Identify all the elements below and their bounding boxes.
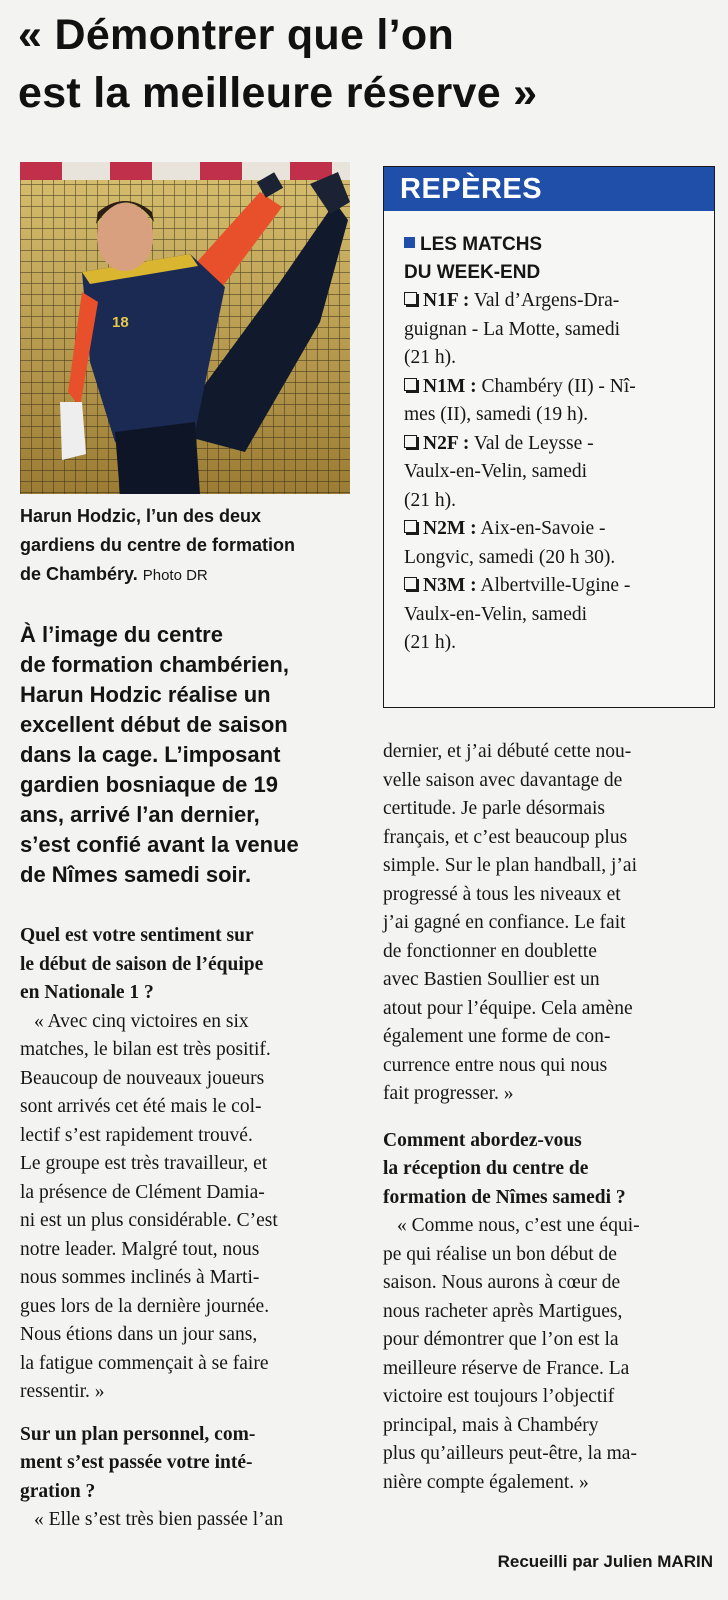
answer-line: Le groupe est très travailleur, et	[20, 1153, 268, 1174]
answer-2-continued	[383, 738, 713, 1109]
goalkeeper-illustration	[20, 162, 350, 494]
answer-line: meilleure réserve de France. La	[383, 1357, 630, 1379]
answer-line: avec Bastien Soullier est un	[383, 969, 600, 990]
match-text: mes (II), samedi (19 h).	[404, 404, 589, 425]
match-item	[404, 373, 700, 430]
answer-line: « Comme nous, c’est une équi-	[397, 1215, 640, 1236]
right-column-text	[383, 738, 713, 1497]
answer-line: gues lors de la dernière journée.	[20, 1295, 270, 1317]
question-line: Comment abordez-vous	[383, 1129, 582, 1151]
lead-line: de Nîmes samedi soir.	[20, 862, 252, 887]
goalkeeper-photo	[20, 162, 350, 494]
answer-line: de fonctionner en doublette	[383, 940, 597, 962]
question-3	[383, 1127, 713, 1213]
match-text: Vaulx-en-Velin, samedi	[404, 603, 588, 625]
lead-line: Harun Hodzic réalise un	[20, 682, 271, 707]
answer-2-start	[20, 1506, 358, 1535]
answer-line: progressé à tous les niveaux et	[383, 883, 621, 905]
caption-line: de Chambéry.	[20, 564, 138, 584]
match-code: N2F :	[423, 432, 470, 454]
reperes-title	[404, 231, 700, 287]
answer-line: la présence de Clément Damia-	[20, 1181, 265, 1203]
checkbox-icon	[404, 378, 417, 391]
match-text: (21 h).	[404, 632, 456, 653]
answer-line: « Avec cinq victoires en six	[34, 1010, 249, 1032]
lead-line: ans, arrivé l’an dernier,	[20, 802, 260, 827]
blue-square-icon	[404, 237, 415, 248]
reperes-box	[383, 166, 715, 708]
author-signature: Recueilli par Julien MARIN	[497, 1552, 713, 1571]
answer-line: Nous étions dans un jour sans,	[20, 1324, 258, 1345]
answer-line: sont arrivés cet été mais le col-	[20, 1096, 262, 1117]
reperes-title-line: DU WEEK-END	[404, 262, 541, 283]
match-text: Chambéry (II) - Nî-	[481, 375, 636, 397]
answer-line: victoire est toujours l’objectif	[383, 1386, 615, 1407]
checkbox-icon	[404, 435, 417, 448]
caption-line: gardiens du centre de formation	[20, 535, 296, 555]
answer-line: principal, mais à Chambéry	[383, 1414, 599, 1436]
match-text: Val de Leysse -	[473, 432, 594, 454]
answer-line: ressentir. »	[20, 1381, 105, 1402]
reperes-title-line: LES MATCHS	[420, 234, 543, 255]
answer-1	[20, 1008, 358, 1037]
answer-line: pour démontrer que l’on est la	[383, 1329, 619, 1350]
svg-text:18: 18	[112, 314, 129, 331]
question-line: le début de saison de l’équipe	[20, 953, 264, 975]
match-text: Longvic, samedi (20 h 30).	[404, 546, 616, 568]
photo-credit: Photo DR	[142, 567, 208, 584]
answer-line: simple. Sur le plan handball, j’ai	[383, 855, 637, 876]
match-item	[404, 572, 700, 658]
match-code: N1F :	[423, 290, 470, 311]
answer-line: « Elle s’est très bien passée l’an	[34, 1509, 284, 1530]
question-line: Quel est votre sentiment sur	[20, 925, 254, 946]
answer-line: nière compte également. »	[383, 1471, 589, 1493]
lead-line: dans la cage. L’imposant	[20, 742, 281, 767]
match-text: Val d’Argens-Dra-	[473, 290, 620, 311]
answer-line: français, et c’est beaucoup plus	[383, 826, 628, 848]
answer-line: saison. Nous aurons à cœur de	[383, 1272, 621, 1293]
match-text: Vaulx-en-Velin, samedi	[404, 461, 588, 482]
checkbox-icon	[404, 292, 417, 305]
answer-line: certitude. Je parle désormais	[383, 798, 605, 819]
match-text: Albertville-Ugine -	[480, 575, 631, 596]
headline-line-1: « Démontrer que l’on	[18, 11, 455, 59]
lead-line: excellent début de saison	[20, 712, 288, 737]
lead-line: gardien bosniaque de 19	[20, 772, 278, 797]
lead-line: de formation chambérien,	[20, 652, 289, 677]
question-line: Sur un plan personnel, com-	[20, 1423, 256, 1445]
question-1	[20, 922, 358, 1008]
question-line: ment s’est passée votre inté-	[20, 1452, 253, 1473]
photo-caption	[20, 502, 360, 590]
question-line: gration ?	[20, 1480, 96, 1502]
match-text: Aix-en-Savoie -	[480, 518, 606, 539]
match-text: guignan - La Motte, samedi	[404, 318, 621, 340]
answer-line: matches, le bilan est très positif.	[20, 1039, 271, 1060]
answer-line: dernier, et j’ai débuté cette nou-	[383, 741, 632, 762]
question-line: la réception du centre de	[383, 1158, 589, 1179]
match-text: (21 h).	[404, 347, 456, 368]
headline-line-2: est la meilleure réserve »	[18, 69, 538, 117]
lead-line: À l’image du centre	[20, 622, 223, 647]
answer-line: fait progresser. »	[383, 1083, 514, 1104]
match-code: N3M :	[423, 575, 477, 596]
question-2	[20, 1421, 358, 1507]
answer-line: nous sommes inclinés à Marti-	[20, 1267, 260, 1288]
answer-line: la fatigue commençait à se faire	[20, 1352, 269, 1374]
answer-line: j’ai gagné en confiance. Le fait	[383, 912, 626, 933]
match-item	[404, 430, 700, 516]
article-lead	[20, 620, 360, 890]
reperes-header: REPÈRES	[384, 167, 714, 211]
question-line: formation de Nîmes samedi ?	[383, 1186, 626, 1208]
match-code: N1M :	[423, 375, 477, 397]
answer-3	[383, 1212, 713, 1497]
answer-line: notre leader. Malgré tout, nous	[20, 1238, 260, 1260]
checkbox-icon	[404, 520, 417, 533]
lead-line: s’est confié avant la venue	[20, 832, 299, 857]
checkbox-icon	[404, 577, 417, 590]
reperes-body	[384, 211, 714, 658]
answer-line: lectif s’est rapidement trouvé.	[20, 1124, 253, 1146]
article-headline	[18, 6, 718, 122]
answer-line: pe qui réalise un bon début de	[383, 1243, 617, 1265]
answer-line: également une forme de con-	[383, 1026, 611, 1047]
answer-1-body	[20, 1036, 358, 1407]
match-item	[404, 515, 700, 572]
match-code: N2M :	[423, 518, 477, 539]
answer-line: plus qu’ailleurs peut-être, la ma-	[383, 1443, 637, 1464]
left-column-text	[20, 922, 358, 1535]
answer-line: nous racheter après Martigues,	[383, 1300, 623, 1322]
answer-line: ni est un plus considérable. C’est	[20, 1210, 278, 1231]
answer-line: currence entre nous qui nous	[383, 1054, 608, 1076]
answer-line: velle saison avec davantage de	[383, 769, 623, 791]
match-item	[404, 287, 700, 373]
question-line: en Nationale 1 ?	[20, 982, 154, 1003]
match-text: (21 h).	[404, 489, 456, 511]
answer-line: atout pour l’équipe. Cela amène	[383, 997, 633, 1019]
caption-line: Harun Hodzic, l’un des deux	[20, 506, 262, 526]
answer-line: Beaucoup de nouveaux joueurs	[20, 1067, 265, 1089]
